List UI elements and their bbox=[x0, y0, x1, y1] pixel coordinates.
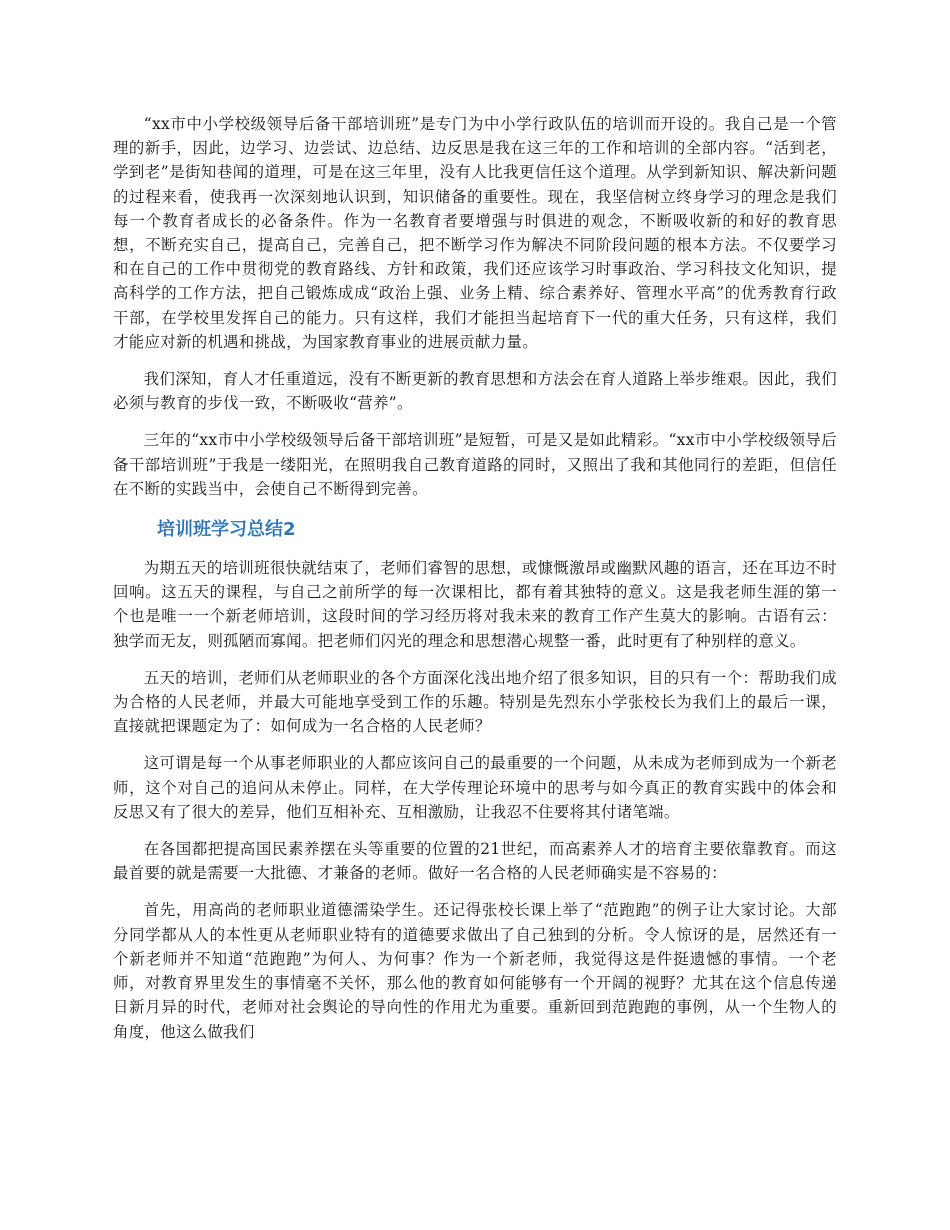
body-paragraph: 这可谓是每一个从事老师职业的人都应该问自己的最重要的一个问题，从未成为老师到成为一个新老师，这个对自己的追问从未停止。同样，在大学传理论环境中的思考与如今真正的教育实践中的体会和反思又有了很大的差异，他们互相补充、互相激励，让我忍不住要将其付诸笔端。 bbox=[113, 754, 837, 821]
body-paragraph: 三年的“xx市中小学校级领导后备干部培训班”是短暂，可是又是如此精彩。“xx市中小学校级领导后备干部培训班”于我是一缕阳光，在照明我自己教育道路的同时，又照出了我和其他同行的差距，但信任在不断的实践当中，会使自己不断得到完善。 bbox=[113, 431, 837, 498]
body-paragraph: 在各国都把提高国民素养摆在头等重要的位置的21世纪，而高素养人才的培育主要依靠教育。而这最首要的就是需要一大批德、才兼备的老师。做好一名合格的人民老师确实是不容易的： bbox=[113, 840, 837, 883]
body-paragraph: 为期五天的培训班很快就结束了，老师们睿智的思想，或慷慨激昂或幽默风趣的语言，还在耳边不时回响。这五天的课程，与自己之前所学的每一次课相比，都有着其独特的意义。这是我老师生涯的第一个也是唯一一个新老师培训，这段时间的学习经历将对我未来的教育工作产生莫大的影响。古语有云：独学而无友，则孤陋而寡闻。把老师们闪光的理念和思想潜心规整一番，此时更有了种别样的意义。 bbox=[113, 559, 837, 650]
body-paragraph: 我们深知，育人才任重道远，没有不断更新的教育思想和方法会在育人道路上举步维艰。因此，我们必须与教育的步伐一致，不断吸收“营养”。 bbox=[113, 370, 837, 413]
section-heading: 培训班学习总结2 bbox=[157, 519, 296, 541]
body-paragraph: “xx市中小学校级领导后备干部培训班”是专门为中小学行政队伍的培训而开设的。我自己是一个管理的新手，因此，边学习、边尝试、边总结、边反思是我在这三年的工作和培训的全部内容。“活到老，学到老”是街知巷闻的道理，可是在这三年里，没有人比我更信任这个道理。从学到新知识、解决新问题的过程来看，使我再一次深刻地认识到，知识储备的重要性。现在，我坚信树立终身学习的理念是我们每一个教育者成长的必备条件。作为一名教育者要增强与时俱进的观念，不断吸收新的和好的教育思想，不断充实自己，提高自己，完善自己，把不断学习作为解决不同阶段问题的根本方法。不仅要学习和在自己的工作中贯彻党的教育路线、方针和政策，我们还应该学习时事政治、学习科技文化知识，提高科学的工作方法，把自己锻炼成成“政治上强、业务上精、综合素养好、管理水平高”的优秀教育行政干部，在学校里发挥自己的能力。只有这样，我们才能担当起培育下一代的重大任务，只有这样，我们才能应对新的机遇和挑战，为国家教育事业的进展贡献力量。 bbox=[113, 115, 837, 351]
document-page bbox=[113, 112, 837, 1057]
body-paragraph: 首先，用高尚的老师职业道德濡染学生。还记得张校长课上举了“范跑跑”的例子让大家讨论。大部分同学都从人的本性更从老师职业特有的道德要求做出了自己独到的分析。令人惊讶的是，居然还有一个新老师并不知道“范跑跑”为何人、为何事？作为一个新老师，我觉得这是件挺遗憾的事情。一个老师，对教育界里发生的事情毫不关怀，那么他的教育如何能够有一个开阔的视野？尤其在这个信息传递日新月异的时代，老师对社会舆论的导向性的作用尤为重要。重新回到范跑跑的事例，从一个生物人的角度，他这么做我们 bbox=[113, 901, 837, 1041]
body-paragraph: 五天的培训，老师们从老师职业的各个方面深化浅出地介绍了很多知识，目的只有一个：帮助我们成为合格的人民老师，并最大可能地享受到工作的乐趣。特别是先烈东小学张校长为我们上的最后一课，直接就把课题定为了：如何成为一名合格的人民老师？ bbox=[113, 668, 837, 736]
